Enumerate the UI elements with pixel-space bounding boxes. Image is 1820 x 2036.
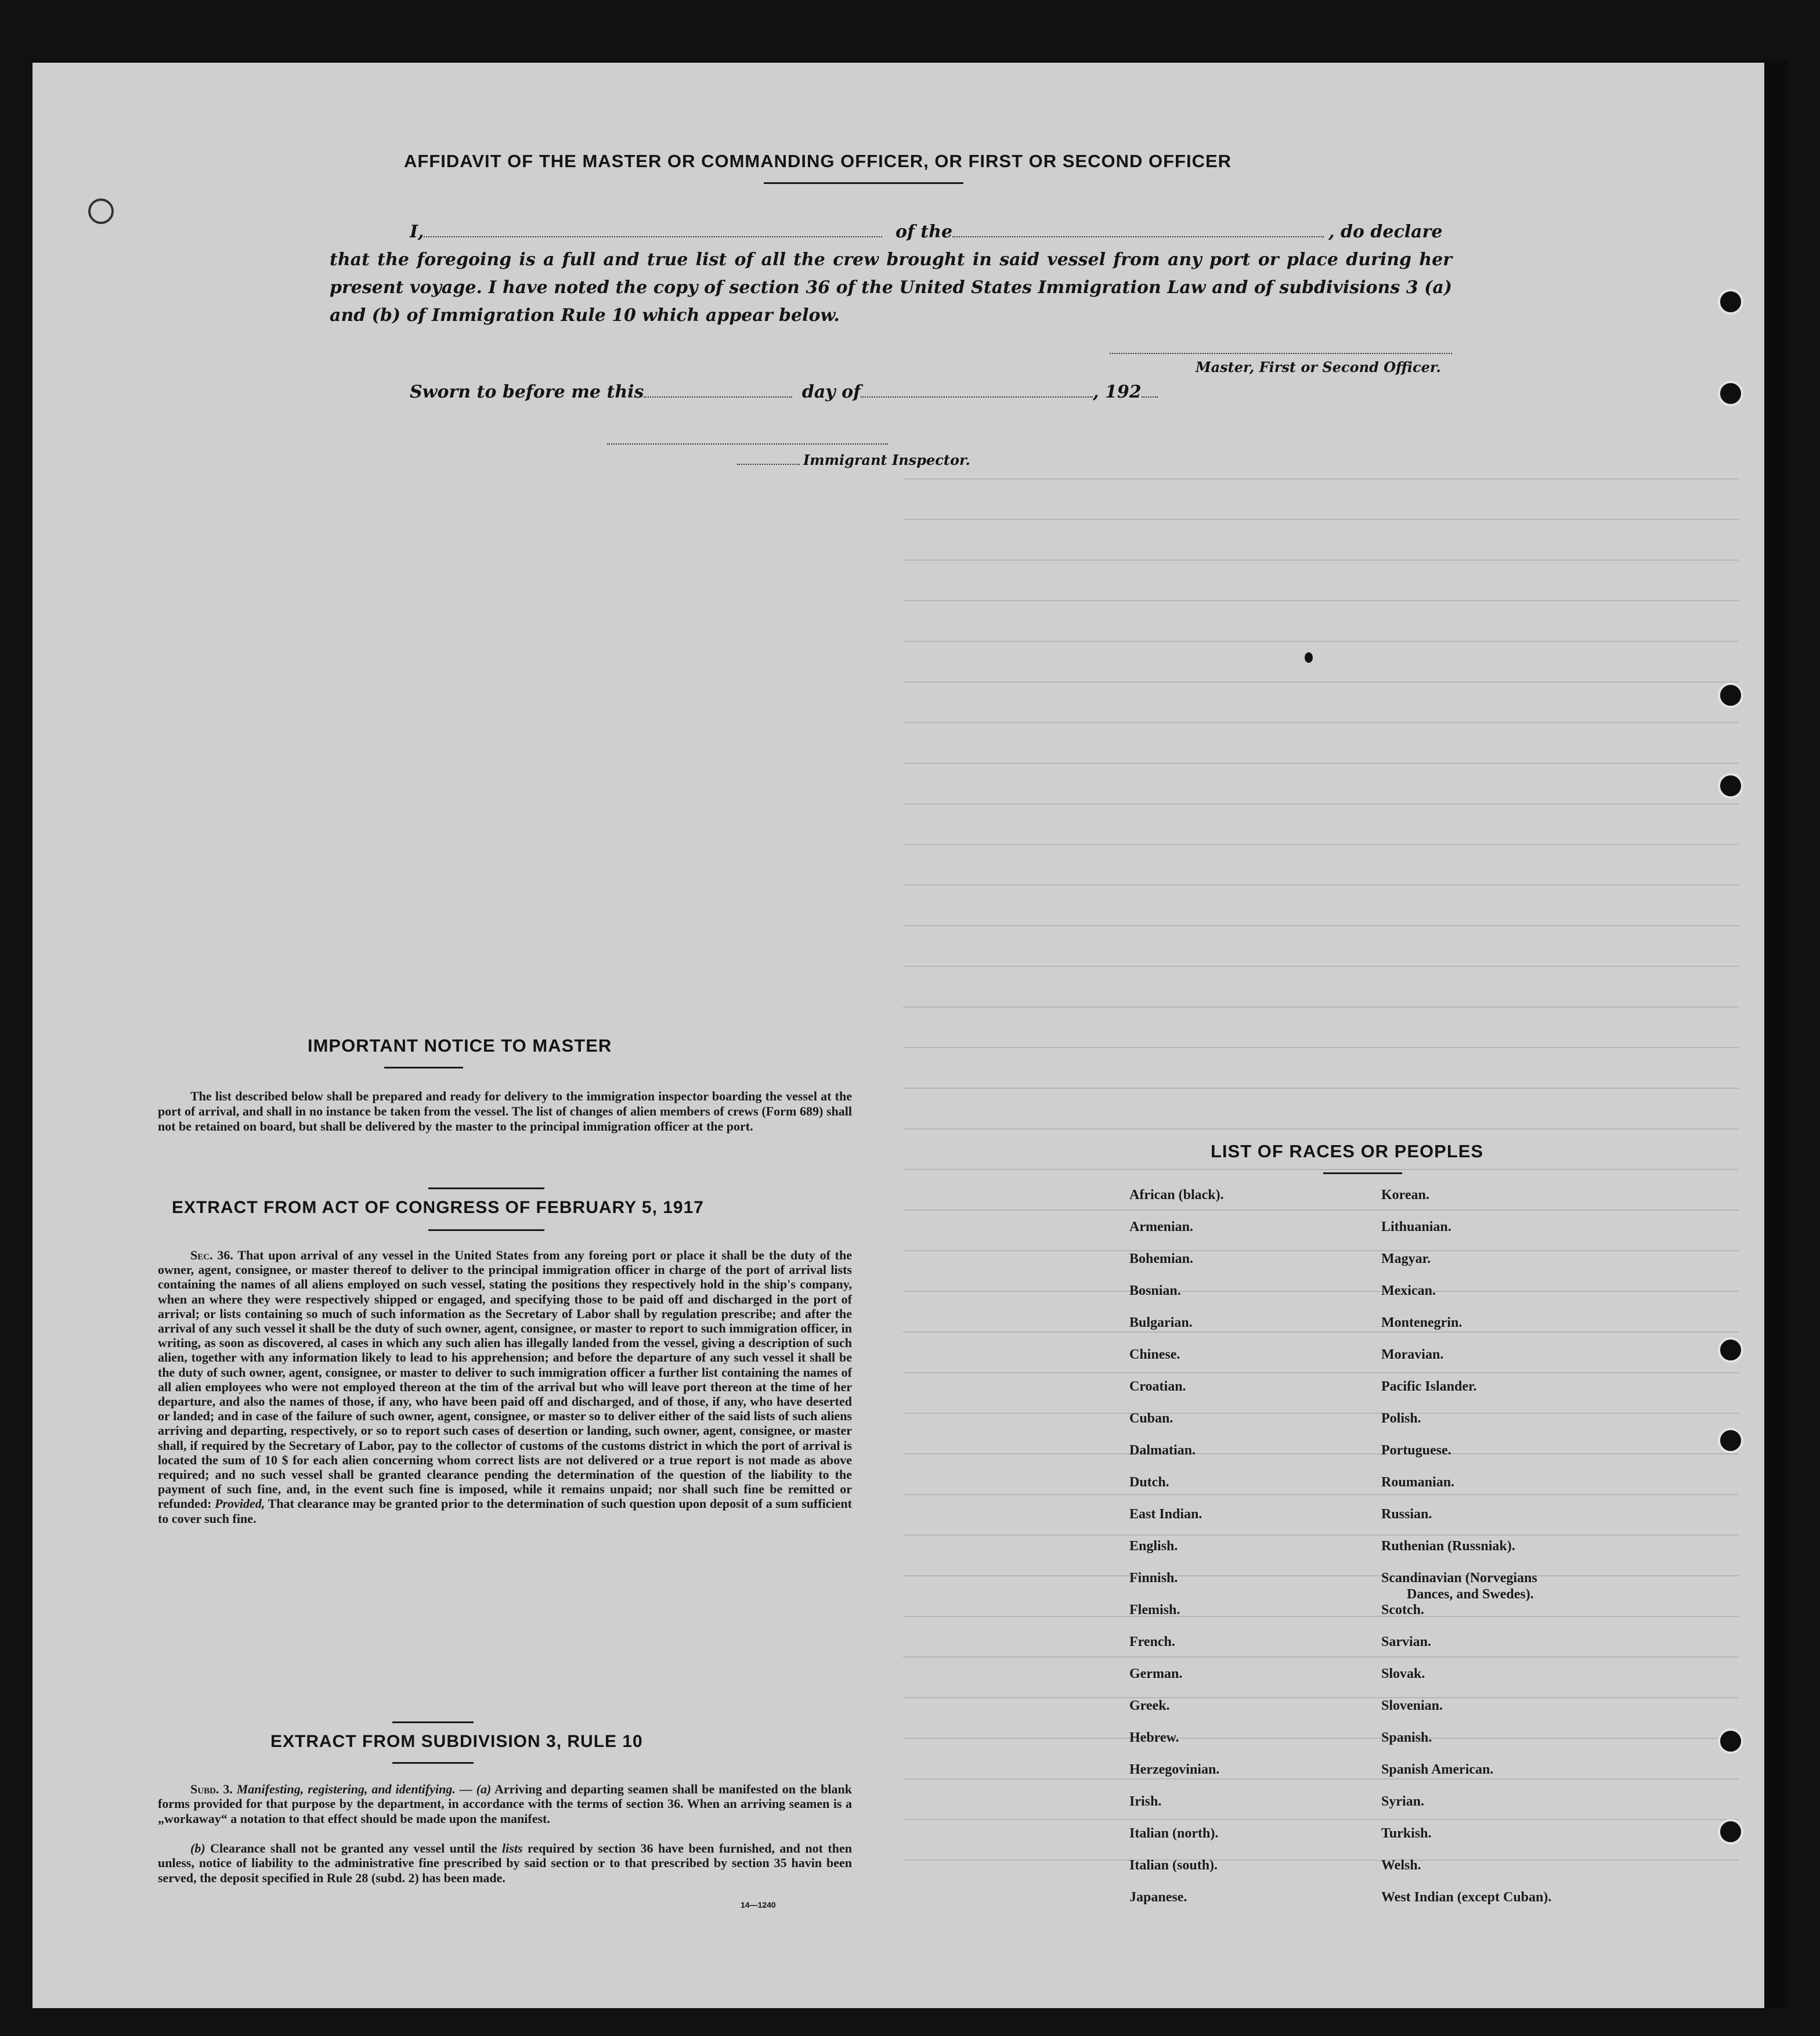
binder-hole-icon bbox=[1718, 1337, 1743, 1363]
provided-label: Provided, bbox=[215, 1496, 265, 1511]
race-item: Slovak. bbox=[1381, 1666, 1425, 1681]
ink-dot bbox=[1305, 652, 1313, 663]
race-item: Slovenian. bbox=[1381, 1698, 1443, 1713]
binder-hole-icon bbox=[1718, 1728, 1743, 1754]
notice-body: The list described below shall be prepared and ready for delivery to the immigration inspector boarding the vessel at the port of arrival, and shall in no instance be taken from the vessel. The list of changes of alien members of crews (Form 689) shall not be retained on board, but shall be delivered by the master to the principal immigration officer at the port. bbox=[158, 1089, 852, 1133]
para-b-text-2: required by section 36 have been furnished, and not then unless, notice of liability to the administrative fine prescribed by said section or to that prescribed by section 35 havin been served, the deposit specified in Rule 28 (subd. 2) has been made. bbox=[158, 1841, 852, 1885]
race-item: Sarvian. bbox=[1381, 1634, 1432, 1649]
race-item: Greek. bbox=[1129, 1698, 1170, 1713]
para-b-lists: lists bbox=[502, 1841, 523, 1855]
rule-para-a bbox=[158, 1782, 852, 1826]
race-item: Finnish. bbox=[1129, 1571, 1178, 1586]
rule-para-b bbox=[158, 1841, 852, 1885]
binder-hole-icon bbox=[1718, 773, 1743, 799]
affidavit-line-3: present voyage. I have noted the copy of section 36 of the United States Immigration Law and of subdivisions 3 (a) bbox=[330, 277, 1452, 298]
document-sheet bbox=[32, 60, 1788, 2008]
race-item: Chinese. bbox=[1129, 1347, 1180, 1362]
inspector-label: Immigrant Inspector. bbox=[737, 452, 970, 468]
race-item: African (black). bbox=[1129, 1187, 1224, 1203]
race-item: East Indian. bbox=[1129, 1507, 1202, 1522]
affidavit-title: AFFIDAVIT OF THE MASTER OR COMMANDING OFFICER, OR FIRST OR SECOND OFFICER bbox=[404, 151, 1232, 171]
act-title: EXTRACT FROM ACT OF CONGRESS OF FEBRUARY 5, 1917 bbox=[172, 1198, 704, 1217]
affidavit-line-4: and (b) of Immigration Rule 10 which appear below. bbox=[330, 305, 840, 326]
race-item: Ruthenian (Russniak). bbox=[1381, 1539, 1515, 1554]
subd-label: Subd. 3. bbox=[190, 1782, 233, 1796]
race-item: Russian. bbox=[1381, 1507, 1432, 1522]
race-item: Italian (south). bbox=[1129, 1858, 1218, 1873]
month-blank[interactable] bbox=[861, 396, 1093, 398]
race-item: Syrian. bbox=[1381, 1794, 1425, 1809]
race-item: Montenegrin. bbox=[1381, 1315, 1463, 1330]
race-item: Turkish. bbox=[1381, 1826, 1432, 1841]
scan-border-right bbox=[1764, 60, 1788, 2008]
race-item: Croatian. bbox=[1129, 1379, 1186, 1394]
race-item: Bulgarian. bbox=[1129, 1315, 1193, 1330]
race-item: Magyar. bbox=[1381, 1251, 1431, 1266]
master-signature-label: Master, First or Second Officer. bbox=[1196, 359, 1441, 376]
races-rule bbox=[1323, 1172, 1402, 1174]
race-item: Bohemian. bbox=[1129, 1251, 1194, 1266]
binder-hole-icon bbox=[88, 198, 114, 224]
race-item: Dalmatian. bbox=[1129, 1443, 1196, 1458]
master-signature-line[interactable] bbox=[1110, 352, 1452, 354]
race-item: Mexican. bbox=[1381, 1283, 1436, 1298]
declare-label: , do declare bbox=[1328, 222, 1443, 242]
rule-top-rule bbox=[392, 1721, 474, 1723]
race-item: Flemish. bbox=[1129, 1602, 1180, 1618]
race-item: Irish. bbox=[1129, 1794, 1162, 1809]
races-title: LIST OF RACES OR PEOPLES bbox=[1211, 1141, 1484, 1161]
notice-title: IMPORTANT NOTICE TO MASTER bbox=[308, 1035, 612, 1056]
race-item: Moravian. bbox=[1381, 1347, 1444, 1362]
binder-hole-icon bbox=[1718, 381, 1743, 406]
title-rule bbox=[764, 182, 963, 184]
rule-rule bbox=[392, 1762, 474, 1764]
act-text: That upon arrival of any vessel in the United States from any foreing port or place it shall be the duty of the owner, agent, consignee, or master thereof to deliver to the principal immigration officer in charge of the port of arrival lists containing the names of all aliens employed on such vessel, stating the positions they respectively hold in the ship's company, when an where they were respectively shipped or engaged, and specifying those to be paid off and discharged in the port of arrival; or lists containing so much of such information as the Secretary of Labor shall by regulation prescribe; and after the arrival of any such vessel it shall be the duty of such owner, agent, consignee, or master to report to such immigration officer, in writing, as soon as discovered, al cases in which any such alien has illegally landed from the vessel, giving a description of such alien, together with any information likely to lead to his apprehension; and before the departure of any such vessel it shall be the duty of such owner, agent, consignee, or master to deliver to such immigration officer a further list containing the names of all alien employees who were not employed thereon at the tim of the arrival but who will leave port thereon at the time of her departure, and also the names of those, if any, who have been paid off and discharged, and of those, if any, who have deserted or landed; and in case of the failure of such owner, agent, consignee, or master so to deliver either of the said lists of such aliens arriving and departing, respectively, or so to report such cases of desertion or landing, such owner, agent, consignee, or master shall, if required by the Secretary of Labor, pay to the collector of customs of the customs district in which the port of arrival is located the sum of 10 $ for each alien concerning whom correct lists are not delivered or a true report is not made as above required; and no such vessel shall be granted clearance pending the determination of the question of the liability to the payment of such fine, and, in the event such fine is imposed, while it remains unpaid; nor shall such fine be remitted or refunded: bbox=[158, 1248, 853, 1511]
binder-hole-icon bbox=[1718, 1819, 1743, 1844]
binder-hole-icon bbox=[1718, 683, 1743, 708]
form-number: 14—1240 bbox=[741, 1900, 776, 1909]
para-a-text: Arriving and departing seamen shall be manifested on the blank forms provided for that purpose by the department, in accordance with the terms of section 36. When an arriving seamen is a „workaway“ a notation to that effect should be made upon the manifest. bbox=[158, 1782, 852, 1826]
year-blank[interactable] bbox=[1142, 396, 1158, 398]
race-item: Roumanian. bbox=[1381, 1475, 1455, 1490]
race-item: Polish. bbox=[1381, 1411, 1421, 1426]
rule-title: EXTRACT FROM SUBDIVISION 3, RULE 10 bbox=[270, 1732, 643, 1751]
race-item: Korean. bbox=[1381, 1187, 1429, 1203]
act-text-end: That clearance may be granted prior to the determination of such question upon deposit of a sum sufficient to cover such fine. bbox=[158, 1496, 852, 1526]
day-blank[interactable] bbox=[644, 396, 792, 398]
race-item: English. bbox=[1129, 1539, 1178, 1554]
race-item: West Indian (except Cuban). bbox=[1381, 1890, 1552, 1905]
name-blank[interactable] bbox=[424, 236, 882, 237]
race-item: Welsh. bbox=[1381, 1858, 1421, 1873]
notice-rule bbox=[384, 1067, 463, 1068]
binder-hole-icon bbox=[1718, 289, 1743, 315]
race-item: Hebrew. bbox=[1129, 1730, 1179, 1745]
race-item: Italian (north). bbox=[1129, 1826, 1219, 1841]
para-b-text-1: Clearance shall not be granted any vessel until the bbox=[210, 1841, 497, 1855]
b-label: (b) bbox=[190, 1841, 205, 1855]
race-item: Scandinavian (Norvegians bbox=[1381, 1571, 1537, 1586]
race-item-continuation: Dances, and Swedes). bbox=[1407, 1587, 1534, 1602]
race-item: Japanese. bbox=[1129, 1890, 1187, 1905]
subd-title: Manifesting, registering, and identifying. — (a) bbox=[236, 1782, 492, 1796]
race-item: Bosnian. bbox=[1129, 1283, 1181, 1298]
year-label: , 192 bbox=[1093, 382, 1142, 402]
race-item: Dutch. bbox=[1129, 1475, 1169, 1490]
act-rule bbox=[428, 1229, 544, 1231]
race-item: Armenian. bbox=[1129, 1219, 1193, 1234]
inspector-signature-line[interactable] bbox=[607, 442, 888, 445]
sworn-line bbox=[410, 382, 1158, 402]
race-item: French. bbox=[1129, 1634, 1175, 1649]
sworn-label: Sworn to before me this bbox=[410, 382, 644, 402]
of-the-label: of the bbox=[895, 222, 953, 242]
scan-border-top bbox=[32, 60, 1788, 63]
act-top-rule bbox=[428, 1187, 544, 1189]
race-item: Spanish American. bbox=[1381, 1762, 1494, 1777]
race-item: Portuguese. bbox=[1381, 1443, 1451, 1458]
race-item: Spanish. bbox=[1381, 1730, 1432, 1745]
affidavit-line-1 bbox=[410, 222, 1452, 242]
race-item: Scotch. bbox=[1381, 1602, 1424, 1618]
sec-label: Sec. 36. bbox=[190, 1248, 233, 1262]
race-item: German. bbox=[1129, 1666, 1183, 1681]
affidavit-line-2: that the foregoing is a full and true list of all the crew brought in said vessel from any port or place during her bbox=[330, 250, 1452, 270]
binder-hole-icon bbox=[1718, 1428, 1743, 1453]
vessel-blank[interactable] bbox=[952, 236, 1324, 237]
race-item: Pacific Islander. bbox=[1381, 1379, 1477, 1394]
race-item: Lithuanian. bbox=[1381, 1219, 1451, 1234]
i-label: I, bbox=[410, 222, 424, 242]
race-item: Cuban. bbox=[1129, 1411, 1173, 1426]
day-of-label: day of bbox=[801, 382, 861, 402]
race-item: Herzegovinian. bbox=[1129, 1762, 1220, 1777]
act-body bbox=[158, 1248, 852, 1526]
